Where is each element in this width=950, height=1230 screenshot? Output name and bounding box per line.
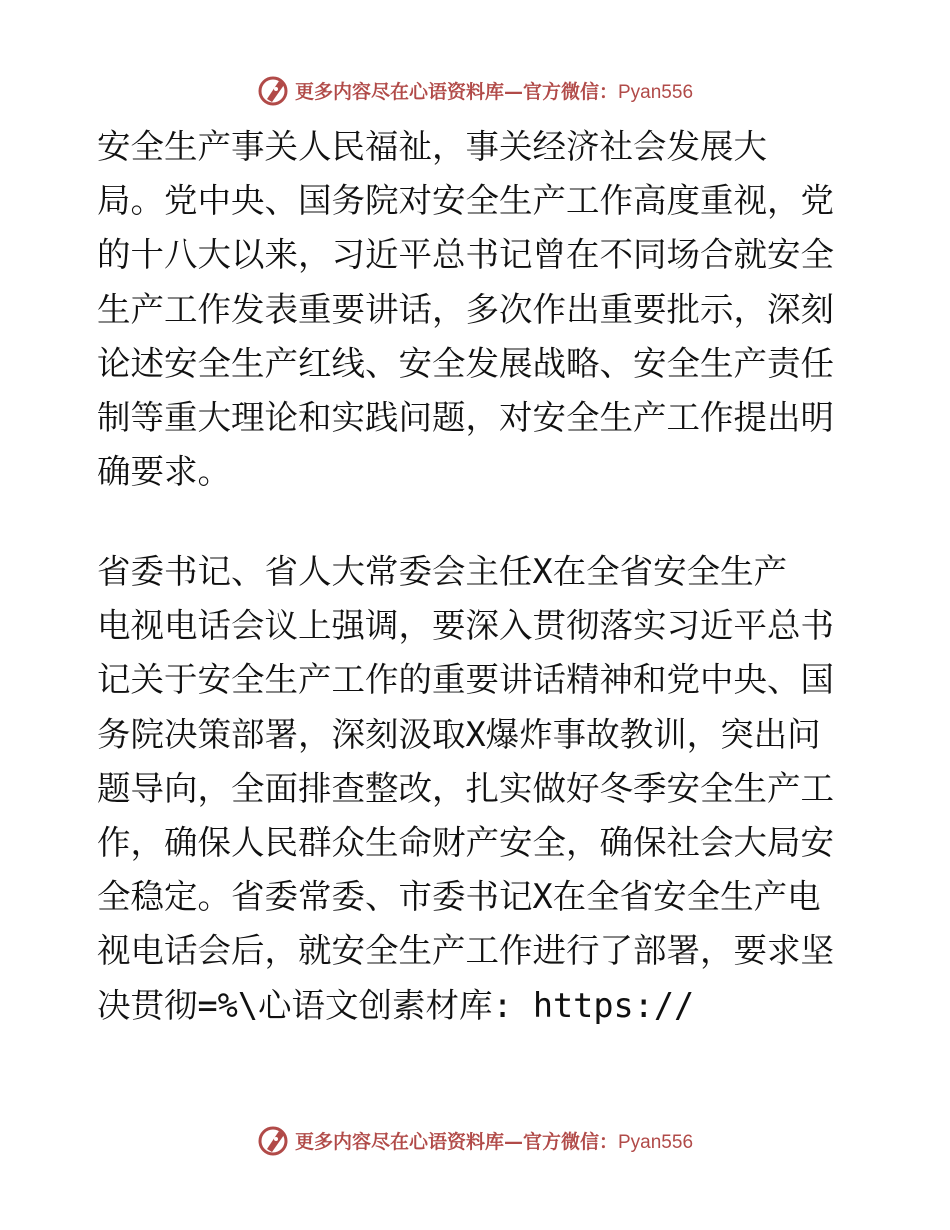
- text-line: 制等重大理论和实践问题，对安全生产工作提出明: [97, 397, 834, 437]
- footer-watermark-banner: [0, 1120, 950, 1160]
- pen-nib-logo-icon: [257, 1123, 291, 1157]
- paragraph-2: [97, 545, 857, 1033]
- text-line: 论述安全生产红线、安全发展战略、安全生产责任: [97, 343, 834, 383]
- banner-text: 更多内容尽在心语资料库—官方微信：Pyan556: [294, 80, 694, 103]
- text-line: 确要求。: [97, 452, 231, 492]
- text-line: 安全生产事关人民福祉，事关经济社会发展大: [97, 127, 767, 166]
- header-watermark-banner: [0, 70, 950, 110]
- pen-nib-logo-icon: [257, 73, 291, 107]
- banner-text: 更多内容尽在心语资料库—官方微信：Pyan556: [294, 1130, 694, 1153]
- text-line: 局。党中央、国务院对安全生产工作高度重视，党: [97, 181, 834, 221]
- text-line: 省委书记、省人大常委会主任X在全省安全生产: [97, 552, 788, 591]
- text-line: 生产工作发表重要讲话，多次作出重要批示，深刻: [97, 289, 834, 329]
- text-line: 记关于安全生产工作的重要讲话精神和党中央、国: [97, 660, 834, 700]
- text-line: 作，确保人民群众生命财产安全，确保社会大局安: [97, 822, 834, 862]
- paragraph-1: [97, 120, 857, 499]
- text-line: 决贯彻=%\心语文创素材库: https://: [97, 985, 695, 1025]
- text-line: 的十八大以来，习近平总书记曾在不同场合就安全: [97, 235, 834, 275]
- text-line: 务院决策部署，深刻汲取X爆炸事故教训，突出问: [97, 714, 821, 754]
- text-line: 电视电话会议上强调，要深入贯彻落实习近平总书: [97, 606, 834, 646]
- text-line: 视电话会后，就安全生产工作进行了部署，要求坚: [97, 931, 834, 971]
- text-line: 全稳定。省委常委、市委书记X在全省安全生产电: [97, 877, 821, 917]
- text-line: 题导向，全面排查整改，扎实做好冬季安全生产工: [97, 768, 834, 808]
